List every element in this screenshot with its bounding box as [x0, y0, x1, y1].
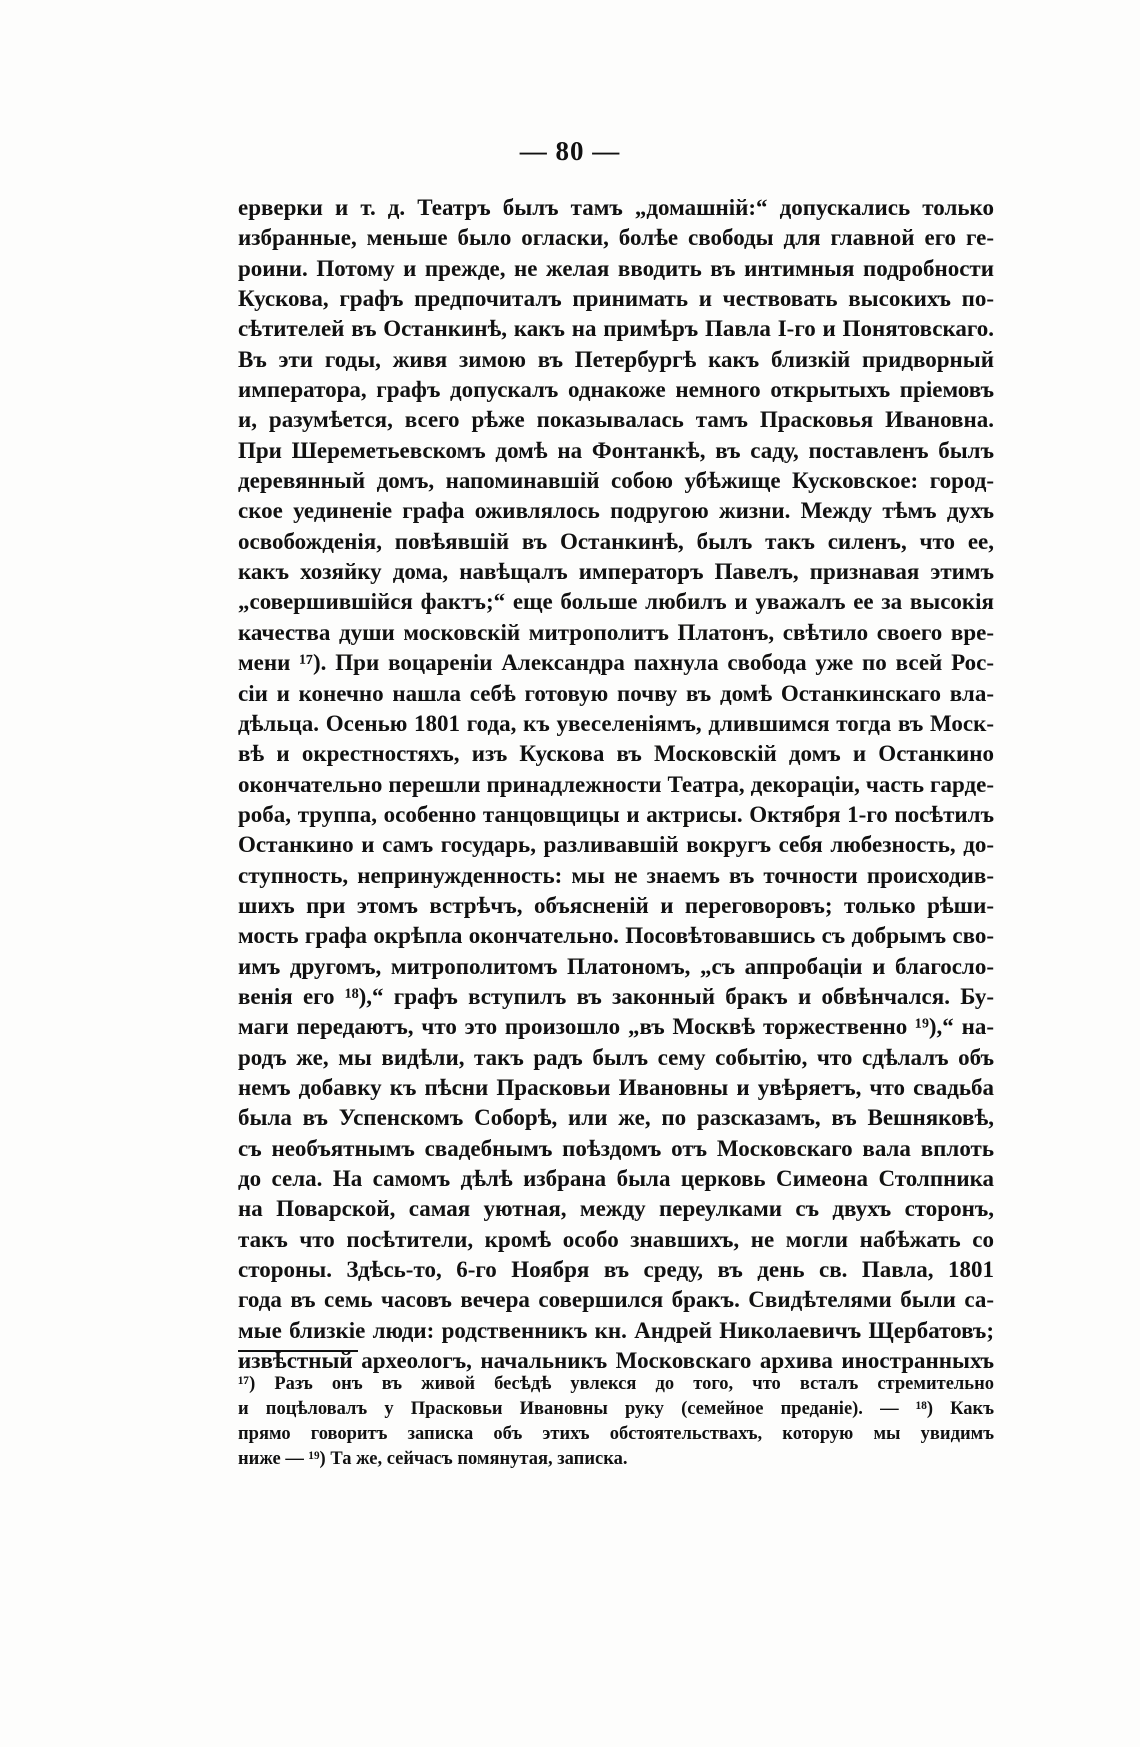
text-line: Останкино и самъ государь, разливавшій вокругъ себя любезность, до-: [238, 832, 994, 858]
text-line: императора, графъ допускалъ однакоже немного открытыхъ пріемовъ: [238, 377, 994, 403]
text-line: имъ другомъ, митрополитомъ Платономъ, „съ аппробаціи и благосло-: [238, 953, 994, 979]
text-line: вѣ и окрестностяхъ, изъ Кускова въ Московскій домъ и Останкино: [238, 741, 994, 767]
text-line: какъ хозяйку дома, навѣщалъ императоръ Павелъ, признавая этимъ: [238, 559, 994, 585]
text-line: Кускова, графъ предпочиталъ принимать и чествовать высокихъ по-: [238, 286, 994, 312]
text-line: освобожденія, повѣявшій въ Останкинѣ, былъ такъ силенъ, что ее,: [238, 528, 994, 554]
footnotes-block: [238, 1372, 994, 1472]
text-line: такъ что посѣтители, кромѣ особо знавшихъ, не могли набѣжать со: [238, 1226, 994, 1252]
text-line: ское уединеніе графа оживлялось подругою жизни. Между тѣмъ духъ: [238, 498, 994, 524]
text-line: до села. На самомъ дѣлѣ избрана была церковь Симеона Столпника: [238, 1166, 994, 1191]
text-line: маги передаютъ, что это произошло „въ Москвѣ торжественно ¹⁹),“ на-: [238, 1014, 994, 1040]
text-line: родъ же, мы видѣли, такъ радъ былъ сему событію, что сдѣлалъ объ: [238, 1044, 994, 1070]
text-line: венія его ¹⁸),“ графъ вступилъ въ законный бракъ и обвѣнчался. Бу-: [238, 983, 994, 1009]
text-line: стороны. Здѣсь-то, 6-го Ноября въ среду, въ день св. Павла, 1801: [238, 1257, 994, 1283]
footnote-line: ¹⁷) Разъ онъ въ живой бесѣдѣ увлекся до того, что всталъ стремительно: [238, 1374, 994, 1394]
text-line: сіи и конечно нашла себѣ готовую почву въ домѣ Останкинскаго вла-: [238, 680, 994, 706]
text-line: мые близкіе люди: родственникъ кн. Андрей Николаевичъ Щербатовъ;: [238, 1317, 994, 1343]
main-text-block: [238, 193, 994, 1376]
text-line: окончательно перешли принадлежности Театра, декораціи, часть гарде-: [238, 771, 994, 797]
text-line: мени ¹⁷). При воцареніи Александра пахнула свобода уже по всей Рос-: [238, 650, 994, 676]
text-line: „совершившійся фактъ;“ еще больше любилъ и уважалъ ее за высокія: [238, 589, 994, 615]
text-line: деревянный домъ, напоминавшій собою убѣжище Кусковское: город-: [238, 468, 994, 494]
text-line: года въ семь часовъ вечера совершился бракъ. Свидѣтелями были са-: [238, 1287, 994, 1313]
footnote-separator-rule: [238, 1350, 358, 1352]
text-line: ерверки и т. д. Театръ былъ тамъ „домашній:“ допускались только: [238, 195, 994, 220]
text-line: мость графа окрѣпла окончательно. Посовѣтовавшись съ добрымъ сво-: [238, 923, 994, 949]
text-line: и, разумѣется, всего рѣже показывалась тамъ Прасковья Ивановна.: [238, 407, 994, 433]
text-line: роба, труппа, особенно танцовщицы и актрисы. Октября 1-го посѣтилъ: [238, 801, 994, 827]
text-line: ступность, непринужденность: мы не знаемъ въ точности происходив-: [238, 862, 994, 888]
text-line: дѣльца. Осенью 1801 года, къ увеселеніямъ, длившимся тогда въ Моск-: [238, 710, 994, 736]
footnote-line: прямо говоритъ записка объ этихъ обстоятельствахъ, которую мы увидимъ: [238, 1424, 994, 1444]
text-line: съ необъятнымъ свадебнымъ поѣздомъ отъ Московскаго вала вплоть: [238, 1135, 994, 1161]
footnote-line: и поцѣловалъ у Прасковьи Ивановны руку (семейное преданіе). — ¹⁸) Какъ: [238, 1399, 994, 1419]
text-line: роини. Потому и прежде, не желая вводить въ интимныя подробности: [238, 255, 994, 281]
text-line: извѣстный археологъ, начальникъ Московскаго архива иностранныхъ: [238, 1348, 994, 1374]
text-line: При Шереметьевскомъ домѣ на Фонтанкѣ, въ саду, поставленъ былъ: [238, 437, 994, 463]
text-line: Въ эти годы, живя зимою въ Петербургѣ какъ близкій придворный: [238, 346, 994, 372]
page-number: — 80 —: [519, 136, 621, 166]
text-line: на Поварской, самая уютная, между переулками съ двухъ сторонъ,: [238, 1196, 994, 1222]
text-line: избранные, меньше было огласки, болѣе свободы для главной его ге-: [238, 225, 994, 251]
text-line: немъ добавку къ пѣсни Прасковьи Ивановны и увѣряетъ, что свадьба: [238, 1074, 994, 1100]
footnote-line: ниже — ¹⁹) Та же, сейчасъ помянутая, записка.: [238, 1449, 628, 1469]
text-line: была въ Успенскомъ Соборѣ, или же, по разсказамъ, въ Вешняковѣ,: [238, 1105, 994, 1131]
text-line: сѣтителей въ Останкинѣ, какъ на примѣръ Павла I-го и Понятовскаго.: [238, 316, 994, 342]
text-line: шихъ при этомъ встрѣчъ, объясненій и переговоровъ; только рѣши-: [238, 892, 994, 918]
text-line: качества души московскій митрополитъ Платонъ, свѣтило своего вре-: [238, 619, 994, 645]
